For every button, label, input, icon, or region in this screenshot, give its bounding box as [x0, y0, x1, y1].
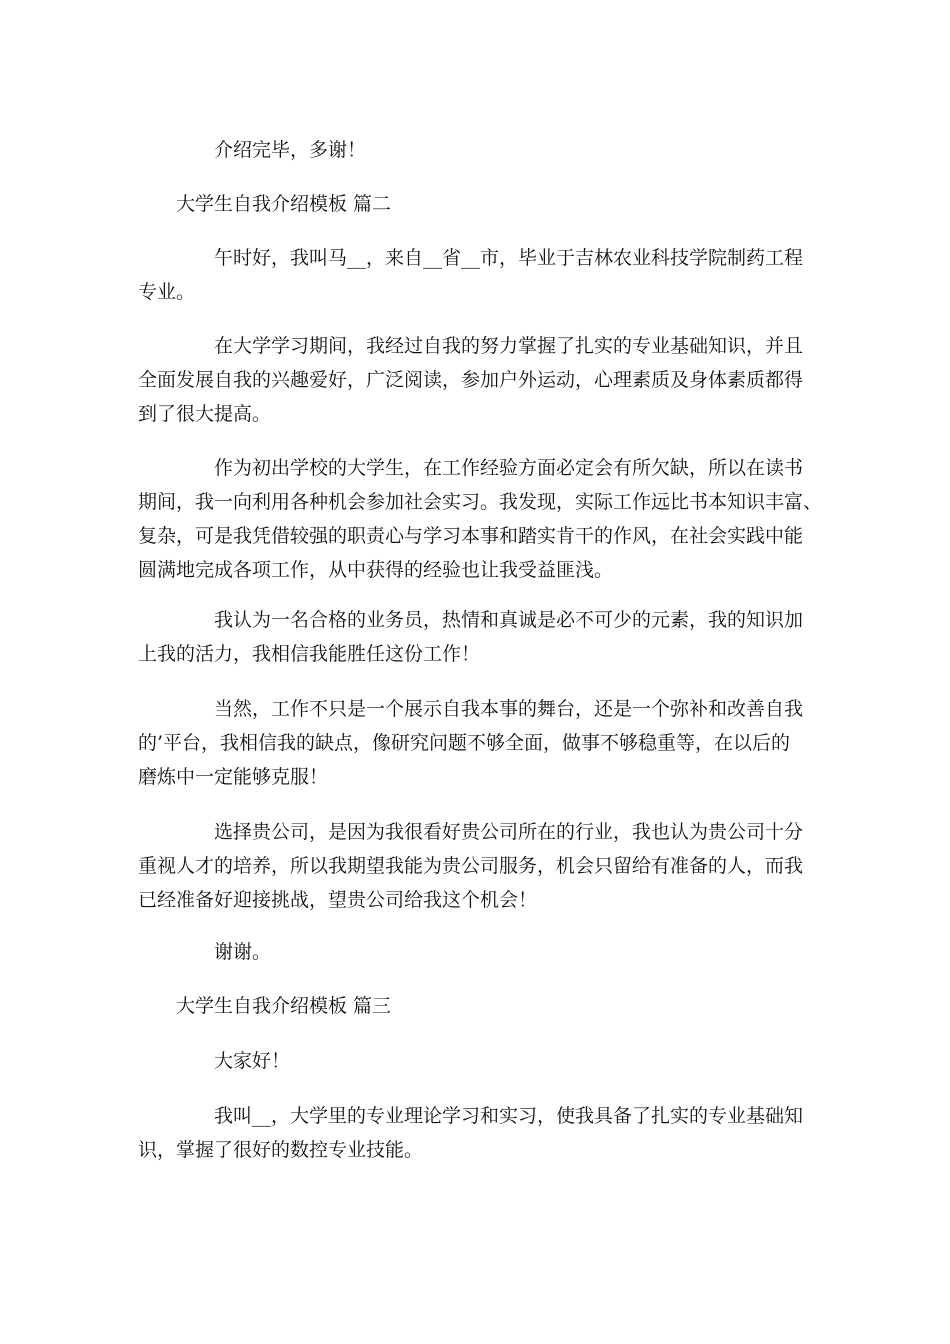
text-line: 大学生自我介绍模板 篇三: [176, 995, 392, 1017]
hello-paragraph: [138, 1044, 290, 1078]
text-line: 当然，工作不只是一个展示自我本事的舞台，还是一个弥补和改善自我: [214, 698, 804, 720]
text-line: 我叫__，大学里的专业理论学习和实习，使我具备了扎实的专业基础知: [214, 1105, 804, 1127]
text-line: 到了很大提高。: [138, 403, 272, 425]
section-heading-3: [138, 989, 391, 1023]
text-line: 识，掌握了很好的数控专业技能。: [138, 1139, 424, 1161]
text-line: 期间，我一向利用各种机会参加社会实习。我发现，实际工作远比书本知识丰富、: [138, 491, 823, 513]
text-line: 磨炼中一定能够克服！: [138, 766, 329, 788]
greeting-paragraph: [138, 241, 803, 309]
text-line: 大学生自我介绍模板 篇二: [176, 193, 392, 215]
thanks-paragraph: [138, 935, 271, 969]
section-heading-2: [138, 187, 391, 221]
text-line: 在大学学习期间，我经过自我的努力掌握了扎实的专业基础知识，并且: [214, 335, 804, 357]
text-line: 圆满地完成各项工作，从中获得的经验也让我受益匪浅。: [138, 559, 614, 581]
text-line: 午时好，我叫马__，来自__省__市，毕业于吉林农业科技学院制药工程: [214, 247, 804, 269]
text-line: 大家好！: [214, 1050, 291, 1072]
text-line: 复杂，可是我凭借较强的职责心与学习本事和踏实肯干的作风，在社会实践中能: [138, 525, 804, 547]
experience-paragraph: [138, 451, 822, 587]
intro-paragraph: [138, 1099, 803, 1167]
text-line: 重视人才的培养，所以我期望我能为贵公司服务，机会只留给有准备的人，而我: [138, 855, 804, 877]
text-line: 作为初出学校的大学生，在工作经验方面必定会有所欠缺，所以在读书: [214, 457, 804, 479]
text-line: 上我的活力，我相信我能胜任这份工作！: [138, 643, 481, 665]
text-line: 专业。: [138, 281, 196, 303]
improvement-paragraph: [138, 692, 803, 794]
text-line: 的’平台，我相信我的缺点，像研究问题不够全面，做事不够稳重等，在以后的: [138, 732, 791, 754]
text-line: 谢谢。: [214, 941, 272, 963]
study-paragraph: [138, 329, 803, 431]
text-line: 选择贵公司，是因为我很看好贵公司所在的行业，我也认为贵公司十分: [214, 821, 804, 843]
qualification-paragraph: [138, 603, 803, 671]
closing-paragraph: [138, 133, 366, 167]
text-line: 全面发展自我的兴趣爱好，广泛阅读，参加户外运动，心理素质及身体素质都得: [138, 369, 804, 391]
text-line: 已经准备好迎接挑战，望贵公司给我这个机会！: [138, 889, 538, 911]
text-line: 介绍完毕，多谢！: [214, 139, 367, 161]
text-line: 我认为一名合格的业务员，热情和真诚是必不可少的元素，我的知识加: [214, 609, 804, 631]
company-paragraph: [138, 815, 803, 917]
